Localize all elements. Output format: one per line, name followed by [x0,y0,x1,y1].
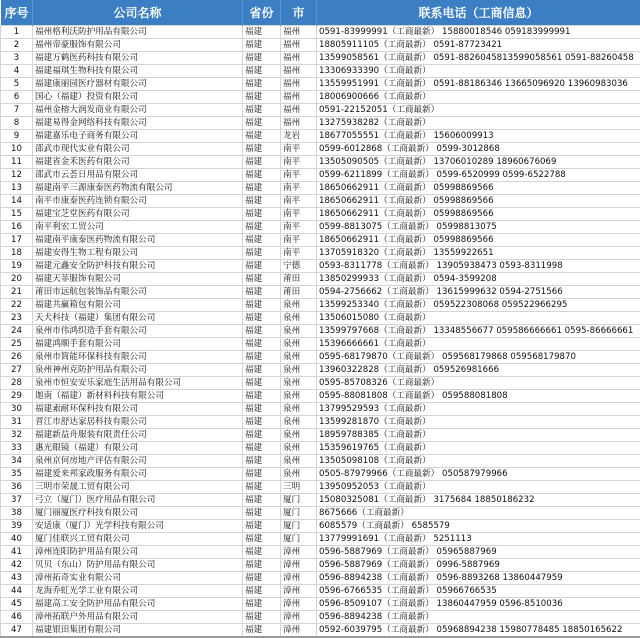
row-index: 28 [1,377,33,390]
row-phone: 0596-8894238（工商最新） 0596-8893268 13860447959 [317,572,640,585]
row-index: 44 [1,585,33,598]
row-index: 13 [1,182,33,195]
row-company-name: 龙海乔虹光学工业有限公司 [33,585,243,598]
row-phone: 0505-87979966（工商最新） 050587979966 [317,468,640,481]
row-phone: 0594-2756662（工商最新） 13615999632 0594-2751566 [317,286,640,299]
row-province: 福建 [243,182,281,195]
row-city: 泉州 [281,299,317,312]
row-company-name: 福建万鹤医药科技有限公司 [33,52,243,65]
row-province: 福建 [243,559,281,572]
row-index: 16 [1,221,33,234]
row-phone: 13599253340（工商最新） 059522308068 059522966295 [317,299,640,312]
table-row [1,52,640,65]
row-province: 福建 [243,91,281,104]
row-phone: 13559951991（工商最新） 0591-88186346 13665096920 13960983036 [317,78,640,91]
row-company-name: 福建爱来邦家政服务有限公司 [33,468,243,481]
row-phone: 13505098108（工商最新） [317,455,640,468]
row-company-name: 福建南平三源康泰医药物流有限公司 [33,182,243,195]
row-company-name: 迦南（福建）新材料科技有限公司 [33,390,243,403]
row-index: 31 [1,416,33,429]
table-header-row [1,0,640,26]
row-company-name: 福建高工安全防护用品有限公司 [33,598,243,611]
row-province: 福建 [243,39,281,52]
table-row [1,65,640,78]
row-index: 2 [1,39,33,52]
row-phone: 13950952053（工商最新） [317,481,640,494]
row-province: 福建 [243,312,281,325]
table-row [1,299,640,312]
table-row [1,416,640,429]
row-city: 南平 [281,234,317,247]
row-phone: 0599-6211899（工商最新） 0599-6520999 0599-6522788 [317,169,640,182]
row-company-name: 漳州拓联户外用品有限公司 [33,611,243,624]
row-province: 福建 [243,533,281,546]
row-index: 30 [1,403,33,416]
row-index: 20 [1,273,33,286]
row-index: 34 [1,455,33,468]
table-row [1,338,640,351]
row-index: 14 [1,195,33,208]
row-company-name: 福州格利沃防护用品有限公司 [33,26,243,39]
row-province: 福建 [243,117,281,130]
row-index: 19 [1,260,33,273]
row-city: 南平 [281,208,317,221]
row-phone: 18805911105（工商最新） 0591-87723421 [317,39,640,52]
table-row [1,169,640,182]
row-index: 43 [1,572,33,585]
row-company-name: 泉州市恒安安乐家庭生活用品有限公司 [33,377,243,390]
row-province: 福建 [243,78,281,91]
table-row [1,455,640,468]
row-city: 福州 [281,65,317,78]
row-phone: 13705918320（工商最新） 13559922651 [317,247,640,260]
table-row [1,429,640,442]
table-row [1,442,640,455]
row-phone: 18959788385（工商最新） [317,429,640,442]
row-city: 莆田 [281,273,317,286]
row-company-name: 贝贝（东山）防护用品有限公司 [33,559,243,572]
row-province: 福建 [243,156,281,169]
row-city: 福州 [281,117,317,130]
row-phone: 0596-5887969（工商最新） 05965887969 [317,546,640,559]
row-index: 47 [1,624,33,638]
row-phone: 18650662911（工商最新） 05998869566 [317,234,640,247]
row-province: 福建 [243,286,281,299]
row-company-name: 福州帝豪服饰有限公司 [33,39,243,52]
row-province: 福建 [243,390,281,403]
row-city: 厦门 [281,507,317,520]
row-city: 泉州 [281,455,317,468]
row-city: 南平 [281,195,317,208]
table-row [1,546,640,559]
row-province: 福建 [243,299,281,312]
row-city: 泉州 [281,338,317,351]
row-city: 南平 [281,143,317,156]
table-row [1,221,640,234]
row-province: 福建 [243,494,281,507]
row-city: 漳州 [281,598,317,611]
row-phone: 13506015080（工商最新） [317,312,640,325]
table-row [1,481,640,494]
table-row [1,364,640,377]
row-city: 泉州 [281,390,317,403]
table-row [1,559,640,572]
row-company-name: 福建索耐环保科技有限公司 [33,403,243,416]
row-phone: 8675666（工商最新） [317,507,640,520]
row-province: 福建 [243,468,281,481]
table-row [1,208,640,221]
row-phone: 18650662911（工商最新） 05998869566 [317,208,640,221]
row-phone: 6085579（工商最新） 6585579 [317,520,640,533]
row-index: 12 [1,169,33,182]
row-province: 福建 [243,624,281,638]
row-index: 5 [1,78,33,91]
row-index: 11 [1,156,33,169]
table-row [1,377,640,390]
row-province: 福建 [243,26,281,39]
row-phone: 13599797668（工商最新） 13348556677 059586666661 0595-86666661 [317,325,640,338]
row-company-name: 福建易得金网络科技有限公司 [33,117,243,130]
row-index: 38 [1,507,33,520]
row-index: 41 [1,546,33,559]
row-city: 南平 [281,182,317,195]
row-province: 福建 [243,598,281,611]
row-province: 福建 [243,195,281,208]
row-province: 福建 [243,455,281,468]
row-city: 泉州 [281,468,317,481]
row-company-name: 福建银田集团有限公司 [33,624,243,638]
row-phone: 0596-6766535（工商最新） 05966766535 [317,585,640,598]
row-province: 福建 [243,377,281,390]
row-index: 24 [1,325,33,338]
table-row [1,585,640,598]
row-company-name: 泉州神州克防护用品有限公司 [33,364,243,377]
row-index: 15 [1,208,33,221]
row-city: 厦门 [281,533,317,546]
table-row [1,234,640,247]
row-province: 福建 [243,403,281,416]
row-province: 福建 [243,364,281,377]
table-row [1,143,640,156]
table-row [1,494,640,507]
row-index: 42 [1,559,33,572]
row-city: 泉州 [281,364,317,377]
row-city: 厦门 [281,494,317,507]
table-row [1,78,640,91]
row-phone: 15080325081（工商最新） 3175684 18850186232 [317,494,640,507]
row-company-name: 晋江市舒达家居科技有限公司 [33,416,243,429]
row-company-name: 邵武市云荟日用品有限公司 [33,169,243,182]
table-row [1,403,640,416]
row-province: 福建 [243,143,281,156]
table-row [1,507,640,520]
table-row [1,468,640,481]
row-company-name: 三明市荣晟工贸有限公司 [33,481,243,494]
row-phone: 18677055551（工商最新） 15606009913 [317,130,640,143]
table-row [1,286,640,299]
row-index: 9 [1,130,33,143]
row-province: 福建 [243,520,281,533]
row-company-name: 天犬科技（福建）集团有限公司 [33,312,243,325]
row-phone: 18650662911（工商最新） 05998869566 [317,195,640,208]
row-city: 福州 [281,78,317,91]
row-city: 龙岩 [281,130,317,143]
row-company-name: 福建嘉乐电子商务有限公司 [33,130,243,143]
row-index: 37 [1,494,33,507]
row-phone: 0595-68179870（工商最新） 059568179868 059568179870 [317,351,640,364]
row-city: 宁德 [281,260,317,273]
row-company-name: 南平利宏工贸公司 [33,221,243,234]
row-phone: 0596-5887969（工商最新） 0996-5887969 [317,559,640,572]
row-city: 泉州 [281,325,317,338]
row-province: 福建 [243,273,281,286]
row-phone: 0593-8311778（工商最新） 13905938473 0593-8311998 [317,260,640,273]
table-row [1,351,640,364]
row-company-name: 福建宝芝堂医药有限公司 [33,208,243,221]
row-city: 泉州 [281,403,317,416]
row-index: 8 [1,117,33,130]
row-province: 福建 [243,130,281,143]
row-phone: 15396666661（工商最新） [317,338,640,351]
row-company-name: 福建福琪生物科技有限公司 [33,65,243,78]
row-index: 17 [1,234,33,247]
row-phone: 0592-6039795（工商最新） 05968894238 15980778485 18850165622 [317,624,640,638]
header-company: 公司名称 [33,0,243,26]
row-city: 南平 [281,247,317,260]
row-company-name: 南平市康泰医药连锁有限公司 [33,195,243,208]
header-phone: 联系电话（工商信息） [317,0,640,26]
table-row [1,91,640,104]
row-city: 泉州 [281,351,317,364]
row-company-name: 福建共赢箱包有限公司 [33,299,243,312]
row-index: 45 [1,598,33,611]
row-province: 福建 [243,247,281,260]
row-phone: 0595-88081808（工商最新） 059588081808 [317,390,640,403]
row-province: 福建 [243,442,281,455]
row-province: 福建 [243,481,281,494]
table-row [1,312,640,325]
row-index: 39 [1,520,33,533]
table-row [1,26,640,39]
table-row [1,39,640,52]
row-company-name: 邵武市现代实业有限公司 [33,143,243,156]
row-company-name: 泉州市伟鸿织造手套有限公司 [33,325,243,338]
row-company-name: 泉州市简能环保科技有限公司 [33,351,243,364]
row-city: 福州 [281,26,317,39]
row-city: 泉州 [281,429,317,442]
row-phone: 0595-85708326（工商最新） [317,377,640,390]
row-index: 21 [1,286,33,299]
row-phone: 13505090505（工商最新） 13706010289 18960676069 [317,156,640,169]
row-province: 福建 [243,260,281,273]
row-index: 22 [1,299,33,312]
row-city: 泉州 [281,312,317,325]
table-row [1,130,640,143]
row-phone: 0591-22152051（工商最新） [317,104,640,117]
row-province: 福建 [243,52,281,65]
row-index: 35 [1,468,33,481]
row-company-name: 漳州连阳防护用品有限公司 [33,546,243,559]
table-row [1,598,640,611]
row-company-name: 福建新益舟服装有限责任公司 [33,429,243,442]
row-phone: 0591-83999991（工商最新） 15880018546 059183999991 [317,26,640,39]
table-row [1,533,640,546]
table-row [1,390,640,403]
row-index: 10 [1,143,33,156]
row-phone: 13779991691（工商最新） 5251113 [317,533,640,546]
row-phone: 13799529593（工商最新） [317,403,640,416]
table-row [1,195,640,208]
row-company-name: 厦门丽厦医疗科技有限公司 [33,507,243,520]
table-row [1,104,640,117]
row-phone: 18006900666（工商最新） [317,91,640,104]
row-index: 26 [1,351,33,364]
row-city: 漳州 [281,585,317,598]
table-row [1,611,640,624]
row-company-name: 弓立（厦门）医疗用品有限公司 [33,494,243,507]
row-city: 漳州 [281,559,317,572]
row-city: 泉州 [281,377,317,390]
row-city: 福州 [281,91,317,104]
row-province: 福建 [243,572,281,585]
row-city: 福州 [281,104,317,117]
row-province: 福建 [243,325,281,338]
table-row [1,325,640,338]
table-row [1,260,640,273]
row-province: 福建 [243,338,281,351]
row-index: 46 [1,611,33,624]
row-phone: 0596-8894238（工商最新） [317,611,640,624]
row-phone: 13599058561（工商最新） 0591-8826045813599058561 0591-88260458 [317,52,640,65]
row-province: 福建 [243,429,281,442]
row-province: 福建 [243,611,281,624]
row-city: 泉州 [281,442,317,455]
table-row [1,182,640,195]
row-phone: 13850299933（工商最新） 0594-3599208 [317,273,640,286]
row-company-name: 泉州京何房地产评估有限公司 [33,455,243,468]
row-index: 40 [1,533,33,546]
row-company-name: 安适康（厦门）光学科技有限公司 [33,520,243,533]
row-company-name: 莆田市远航包装饰品有限公司 [33,286,243,299]
row-city: 厦门 [281,520,317,533]
row-province: 福建 [243,104,281,117]
row-phone: 13599281870（工商最新） [317,416,640,429]
row-company-name: 国心（福建）投资有限公司 [33,91,243,104]
row-index: 6 [1,91,33,104]
row-phone: 0599-8813075（工商最新） 05998813075 [317,221,640,234]
row-city: 漳州 [281,572,317,585]
table-row [1,520,640,533]
row-phone: 13306933390（工商最新） [317,65,640,78]
row-company-name: 厦门佳联兴工贸有限公司 [33,533,243,546]
row-city: 漳州 [281,624,317,638]
row-province: 福建 [243,546,281,559]
row-province: 福建 [243,351,281,364]
row-index: 4 [1,65,33,78]
row-company-name: 漳州拓奇实业有限公司 [33,572,243,585]
row-index: 33 [1,442,33,455]
row-index: 29 [1,390,33,403]
header-index: 序号 [1,0,33,26]
table-body [1,26,640,638]
row-company-name: 福建元鑫安全防护科技有限公司 [33,260,243,273]
row-index: 27 [1,364,33,377]
table-row [1,273,640,286]
row-index: 18 [1,247,33,260]
row-province: 福建 [243,169,281,182]
table-row [1,247,640,260]
row-city: 南平 [281,169,317,182]
row-phone: 15359619765（工商最新） [317,442,640,455]
row-phone: 18650662911（工商最新） 05998869566 [317,182,640,195]
row-province: 福建 [243,208,281,221]
row-company-name: 福建南平康泰医药物流有限公司 [33,234,243,247]
table-row [1,156,640,169]
row-index: 25 [1,338,33,351]
row-index: 3 [1,52,33,65]
row-phone: 0596-8509107（工商最新） 13860447959 0596-8510036 [317,598,640,611]
row-phone: 0599-6012868（工商最新） 0599-3012868 [317,143,640,156]
row-company-name: 福建省金禾医药有限公司 [33,156,243,169]
row-company-name: 福建康丽园医疗器材有限公司 [33,78,243,91]
row-phone: 13275938282（工商最新） [317,117,640,130]
row-province: 福建 [243,234,281,247]
row-index: 32 [1,429,33,442]
row-city: 福州 [281,39,317,52]
row-city: 南平 [281,156,317,169]
row-company-name: 福建安得生物工程有限公司 [33,247,243,260]
row-index: 1 [1,26,33,39]
row-province: 福建 [243,221,281,234]
row-index: 7 [1,104,33,117]
table-row [1,624,640,638]
row-company-name: 福州金榕大润发商业有限公司 [33,104,243,117]
row-city: 泉州 [281,416,317,429]
header-province: 省份 [243,0,281,26]
row-city: 漳州 [281,611,317,624]
row-city: 福州 [281,52,317,65]
row-province: 福建 [243,65,281,78]
row-index: 36 [1,481,33,494]
row-index: 23 [1,312,33,325]
row-company-name: 福建鸿顺手套有限公司 [33,338,243,351]
row-city: 南平 [281,221,317,234]
header-city: 市 [281,0,317,26]
row-company-name: 惠光眼镜（福建）有限公司 [33,442,243,455]
row-company-name: 福建天菲服饰有限公司 [33,273,243,286]
row-city: 莆田 [281,286,317,299]
row-phone: 13960322828（工商最新） 059526981666 [317,364,640,377]
table-row [1,572,640,585]
row-province: 福建 [243,585,281,598]
row-city: 三明 [281,481,317,494]
table-row [1,117,640,130]
row-province: 福建 [243,507,281,520]
row-province: 福建 [243,416,281,429]
row-city: 漳州 [281,546,317,559]
